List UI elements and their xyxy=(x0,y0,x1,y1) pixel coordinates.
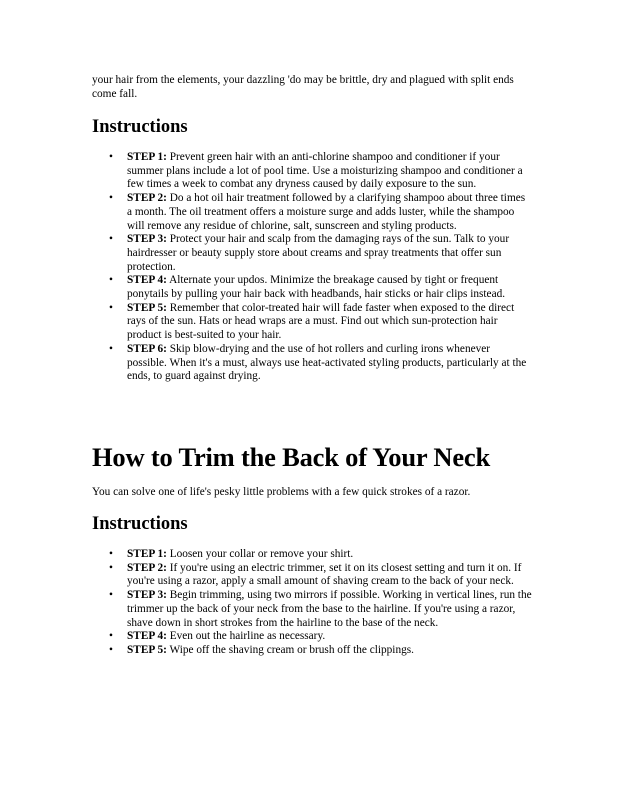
step-text: Prevent green hair with an anti-chlorine shampoo and conditioner if your summer plans include a lot of pool time. Use a moisturizing shampoo and conditioner a few times a week to combat any dryness caused by daily exposure to the sun. xyxy=(127,151,523,191)
step-label: STEP 2: xyxy=(127,561,167,574)
step-label: STEP 4: xyxy=(127,274,167,287)
step-label: STEP 2: xyxy=(127,192,167,205)
bullet-icon: • xyxy=(109,192,113,205)
bullet-icon: • xyxy=(109,561,113,574)
step-text: Remember that color-treated hair will fade faster when exposed to the direct rays of the sun. Hats or head wraps are a must. Find out which sun-protection hair product is best-suited to your hair. xyxy=(127,301,515,342)
bullet-icon: • xyxy=(109,548,113,560)
article-intro-paragraph: You can solve one of life's pesky little problems with a few quick strokes of a razor. xyxy=(92,486,471,498)
section-heading-instructions-1: Instructions xyxy=(92,117,188,137)
step-label: STEP 1: xyxy=(127,151,167,163)
list-item xyxy=(92,233,532,274)
list-item xyxy=(92,630,532,644)
list-item xyxy=(92,589,532,630)
instructions-list-1 xyxy=(92,151,532,384)
list-item xyxy=(92,274,532,301)
step-label: STEP 4: xyxy=(127,630,167,643)
list-item xyxy=(92,302,532,343)
bullet-icon: • xyxy=(109,301,113,314)
list-item xyxy=(92,562,532,589)
step-label: STEP 5: xyxy=(127,643,167,656)
step-text: Begin trimming, using two mirrors if possible. Working in vertical lines, run the trimmer up the back of your neck from the base to the hairline. If you're using a razor, shave down in short strokes from the hairline to the base of the neck. xyxy=(127,589,532,629)
section-heading-instructions-2: Instructions xyxy=(92,514,188,534)
bullet-icon: • xyxy=(109,342,113,355)
list-item xyxy=(92,343,532,384)
list-item xyxy=(92,644,532,658)
step-label: STEP 1: xyxy=(127,548,167,560)
article-title: How to Trim the Back of Your Neck xyxy=(92,442,490,472)
step-label: STEP 5: xyxy=(127,301,167,314)
step-label: STEP 3: xyxy=(127,589,167,602)
step-text: Even out the hairline as necessary. xyxy=(169,630,326,643)
bullet-icon: • xyxy=(109,589,113,602)
instructions-list-2 xyxy=(92,548,532,658)
step-text: Loosen your collar or remove your shirt. xyxy=(169,548,354,560)
bullet-icon: • xyxy=(109,630,113,643)
list-item xyxy=(92,151,532,192)
step-text: Skip blow-drying and the use of hot rollers and curling irons whenever possible. When it's a must, always use heat-activated styling products, particularly at the ends, to guard against drying. xyxy=(127,342,527,383)
intro-paragraph: your hair from the elements, your dazzling 'do may be brittle, dry and plagued with split ends come fall. xyxy=(92,74,514,100)
bullet-icon: • xyxy=(109,643,113,656)
list-item xyxy=(92,548,532,562)
step-text: Wipe off the shaving cream or brush off the clippings. xyxy=(169,643,414,656)
bullet-icon: • xyxy=(109,151,113,163)
bullet-icon: • xyxy=(109,274,113,287)
step-text: Do a hot oil hair treatment followed by a clarifying shampoo about three times a month. The oil treatment offers a moisture surge and adds luster, while the shampoo will remove any residue of chlorine, salt, sunscreen and styling products. xyxy=(127,192,526,232)
step-text: If you're using an electric trimmer, set it on its closest setting and turn it on. If you're using a razor, apply a small amount of shaving cream to the back of your neck. xyxy=(127,561,522,588)
step-label: STEP 6: xyxy=(127,342,167,355)
step-text: Protect your hair and scalp from the damaging rays of the sun. Talk to your hairdresser or beauty supply store about creams and spray treatments that offer sun protection. xyxy=(127,233,510,273)
list-item xyxy=(92,192,532,233)
bullet-icon: • xyxy=(109,233,113,246)
step-text: Alternate your updos. Minimize the breakage caused by tight or frequent ponytails by pulling your hair back with headbands, hair sticks or hair clips instead. xyxy=(127,274,506,301)
step-label: STEP 3: xyxy=(127,233,167,246)
